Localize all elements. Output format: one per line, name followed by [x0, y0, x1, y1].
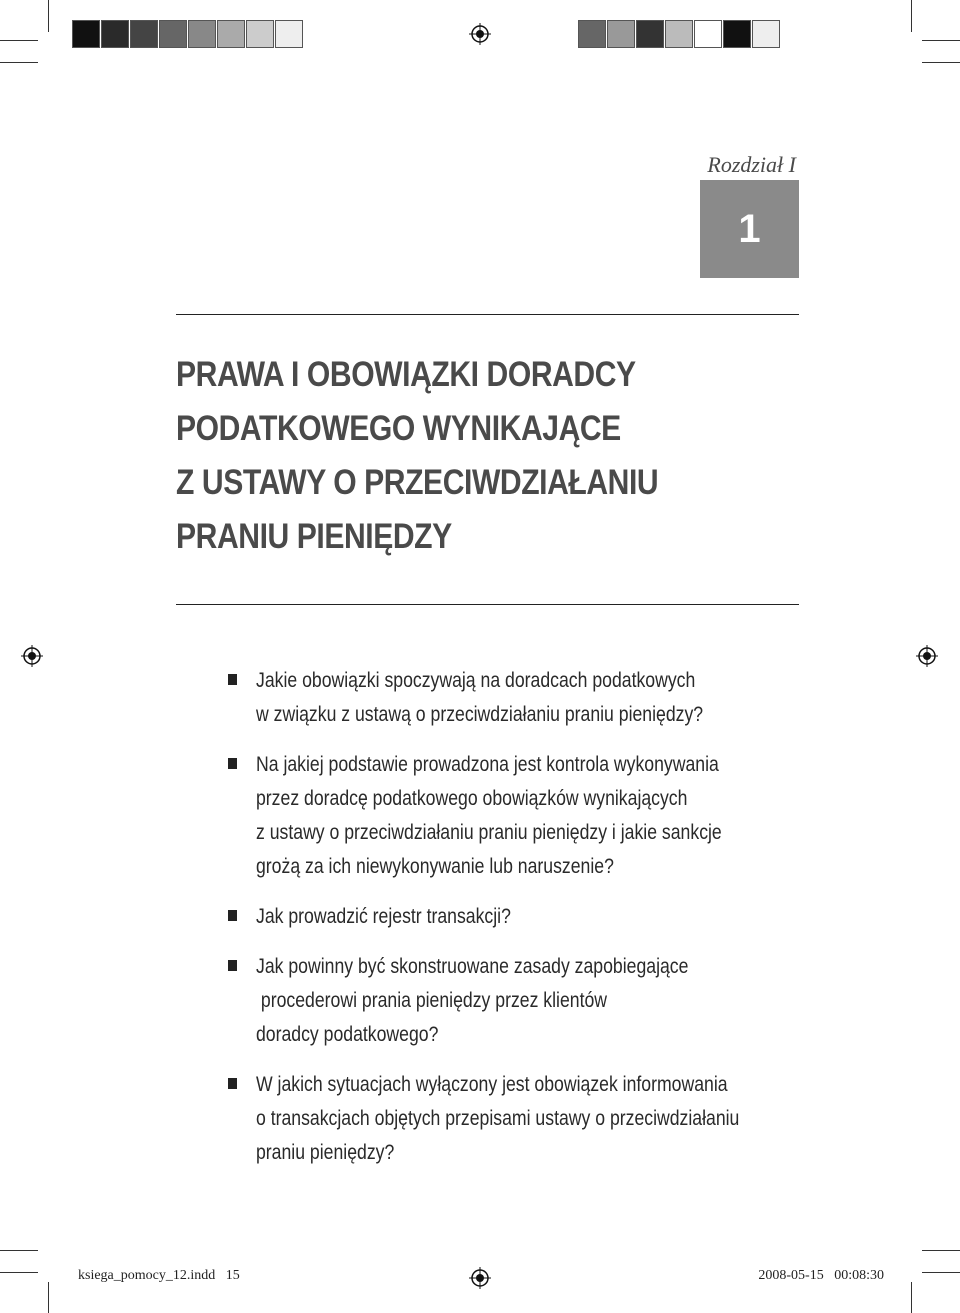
- color-swatch: [723, 20, 751, 48]
- color-swatch: [159, 20, 187, 48]
- chapter-title-line: PRANIU PIENIĘDZY: [176, 517, 452, 556]
- question-text-line: procederowi prania pieniędzy przez klientów: [256, 989, 608, 1012]
- registration-mark-icon: [469, 1267, 491, 1289]
- chapter-number-box: [700, 180, 799, 278]
- list-item: [228, 1068, 788, 1170]
- question-text-line: przez doradcę podatkowego obowiązków wynikających: [256, 787, 688, 810]
- question-list: [228, 664, 788, 1186]
- crop-mark: [922, 62, 960, 63]
- question-text-line: w związku z ustawą o przeciwdziałaniu praniu pieniędzy?: [256, 703, 704, 726]
- question-text-line: z ustawy o przeciwdziałaniu praniu pieniędzy i jakie sankcje: [256, 821, 722, 844]
- square-bullet-icon: [228, 758, 237, 769]
- color-swatch: [101, 20, 129, 48]
- color-calibration-bar-left: [72, 20, 304, 48]
- chapter-number: 1: [738, 206, 761, 251]
- crop-mark: [911, 1282, 912, 1313]
- question-text-line: Jak powinny być skonstruowane zasady zapobiegające: [256, 955, 689, 978]
- question-text-line: o transakcjach objętych przepisami ustawy o przeciwdziałaniu: [256, 1107, 740, 1130]
- question-text-line: Jakie obowiązki spoczywają na doradcach podatkowych: [256, 669, 696, 692]
- list-item: [228, 900, 788, 934]
- color-swatch: [130, 20, 158, 48]
- crop-mark: [911, 0, 912, 32]
- square-bullet-icon: [228, 910, 237, 921]
- crop-mark: [0, 1250, 38, 1251]
- color-swatch: [217, 20, 245, 48]
- crop-mark: [922, 1272, 960, 1273]
- question-text-line: Jak prowadzić rejestr transakcji?: [256, 905, 511, 928]
- registration-mark-icon: [916, 645, 938, 667]
- color-swatch: [636, 20, 664, 48]
- color-swatch: [694, 20, 722, 48]
- crop-mark: [0, 1272, 38, 1273]
- print-timestamp: 2008-05-15 00:08:30: [758, 1268, 884, 1283]
- color-swatch: [246, 20, 274, 48]
- color-swatch: [578, 20, 606, 48]
- question-text-line: praniu pieniędzy?: [256, 1141, 395, 1164]
- chapter-title-line: PRAWA I OBOWIĄZKI DORADCY: [176, 355, 636, 394]
- crop-mark: [48, 0, 49, 32]
- question-text-line: doradcy podatkowego?: [256, 1023, 439, 1046]
- divider: [176, 314, 799, 315]
- list-item: [228, 950, 788, 1052]
- crop-mark: [922, 1250, 960, 1251]
- chapter-title-line: Z USTAWY O PRZECIWDZIAŁANIU: [176, 463, 659, 502]
- color-swatch: [72, 20, 100, 48]
- square-bullet-icon: [228, 1078, 237, 1089]
- list-item: [228, 664, 788, 732]
- registration-mark-icon: [21, 645, 43, 667]
- crop-mark: [922, 40, 960, 41]
- square-bullet-icon: [228, 960, 237, 971]
- crop-mark: [0, 62, 38, 63]
- question-text-line: W jakich sytuacjach wyłączony jest obowiązek informowania: [256, 1073, 728, 1096]
- color-swatch: [188, 20, 216, 48]
- file-info: ksiega_pomocy_12.indd 15: [78, 1268, 240, 1283]
- registration-mark-icon: [469, 23, 491, 45]
- color-swatch: [275, 20, 303, 48]
- chapter-label: Rozdział I: [707, 152, 796, 177]
- crop-mark: [48, 1282, 49, 1313]
- color-swatch: [752, 20, 780, 48]
- color-swatch: [607, 20, 635, 48]
- question-text-line: grożą za ich niewykonywanie lub naruszenie?: [256, 855, 614, 878]
- divider: [176, 604, 799, 605]
- question-text-line: Na jakiej podstawie prowadzona jest kontrola wykonywania: [256, 753, 719, 776]
- square-bullet-icon: [228, 674, 237, 685]
- chapter-title: [176, 348, 709, 564]
- color-calibration-bar-right: [578, 20, 781, 48]
- color-swatch: [665, 20, 693, 48]
- chapter-title-line: PODATKOWEGO WYNIKAJĄCE: [176, 409, 621, 448]
- list-item: [228, 748, 788, 884]
- crop-mark: [0, 40, 38, 41]
